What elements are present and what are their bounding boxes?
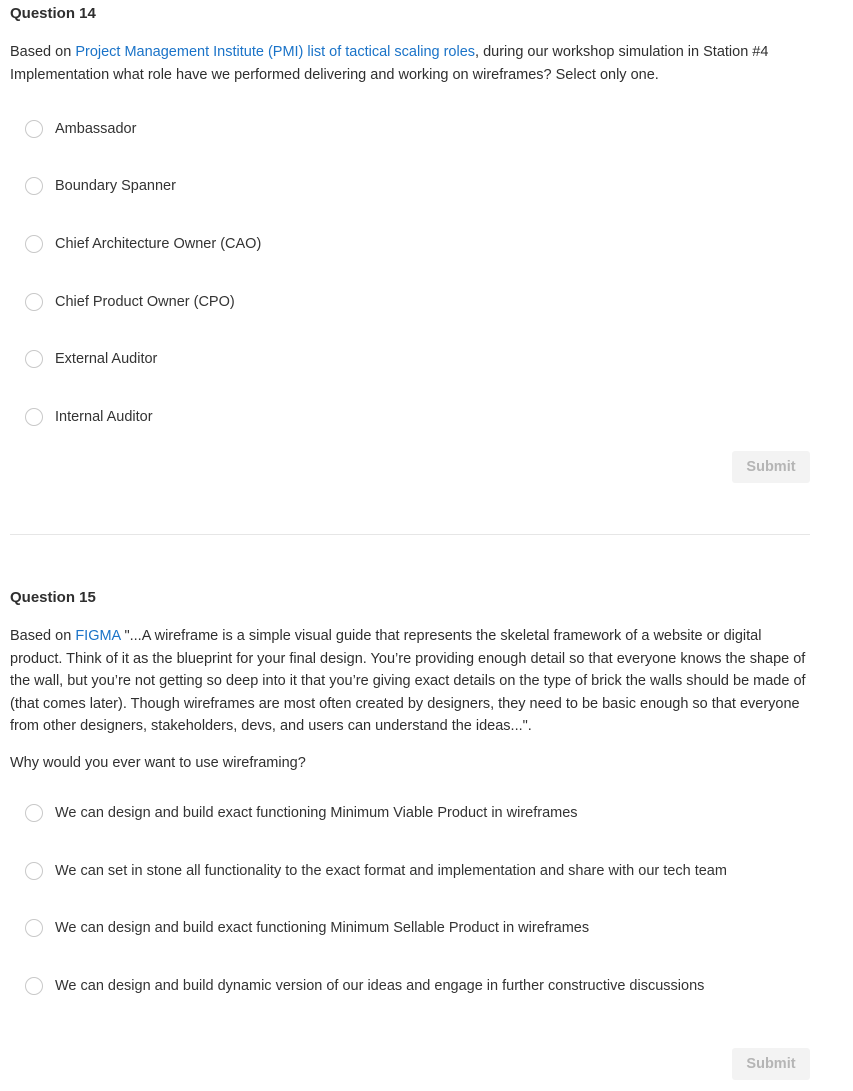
option-external-auditor[interactable] (10, 330, 810, 388)
question-divider (10, 534, 810, 535)
radio-button[interactable] (25, 177, 43, 195)
question-text (10, 41, 810, 86)
question-text-prefix: Based on (10, 628, 76, 644)
option-label: Chief Architecture Owner (CAO) (55, 235, 262, 252)
option-set-in-stone[interactable] (10, 842, 810, 900)
option-label: We can design and build exact functioning Minimum Viable Product in wireframes (55, 805, 578, 822)
submit-button[interactable]: Submit (732, 1048, 810, 1080)
answer-options (10, 785, 810, 1015)
radio-button[interactable] (25, 862, 43, 880)
option-label: External Auditor (55, 351, 158, 368)
radio-button[interactable] (25, 120, 43, 138)
option-label: We can design and build dynamic version of our ideas and engage in further constructive discussions (55, 978, 705, 995)
option-chief-product-owner[interactable] (10, 273, 810, 331)
option-mvp-wireframes[interactable] (10, 785, 810, 843)
question-14 (10, 0, 810, 475)
option-dynamic-version[interactable] (10, 957, 810, 1015)
radio-button[interactable] (25, 408, 43, 426)
radio-button[interactable] (25, 235, 43, 253)
option-chief-architecture-owner[interactable] (10, 215, 810, 273)
submit-button[interactable]: Submit (732, 451, 810, 483)
question-subprompt: Why would you ever want to use wireframing? (10, 754, 306, 771)
question-title: Question 14 (10, 5, 96, 22)
option-label: We can set in stone all functionality to the exact format and implementation and share with our tech team (55, 862, 727, 879)
option-msp-wireframes[interactable] (10, 900, 810, 958)
question-15 (10, 584, 810, 1072)
radio-button[interactable] (25, 977, 43, 995)
radio-button[interactable] (25, 919, 43, 937)
option-boundary-spanner[interactable] (10, 158, 810, 216)
option-internal-auditor[interactable] (10, 388, 810, 446)
option-ambassador[interactable] (10, 100, 810, 158)
answer-options (10, 100, 810, 446)
question-text-prefix: Based on (10, 44, 76, 60)
question-text (10, 625, 810, 738)
option-label: Ambassador (55, 120, 137, 137)
question-title: Question 15 (10, 589, 96, 606)
radio-button[interactable] (25, 804, 43, 822)
question-text-body: "...A wireframe is a simple visual guide that represents the skeletal framework of a website or digital product. Think of it as the blueprint for your final design. You’re providing enough detail so that everyone knows the shape of the wall, but you’re not getting so deep into it that you’re giving exact details on the type of brick the walls should be made of (that comes later). Though wireframes are most often created by designers, they need to be basic enough so that everyone from other designers, stakeholders, devs, and users can understand the ideas...". (10, 628, 806, 734)
question-text-body: , during our workshop simulation in Station #4 Implementation what role have we performed delivering and working on wireframes? Select only one. (10, 44, 769, 83)
radio-button[interactable] (25, 350, 43, 368)
option-label: Boundary Spanner (55, 178, 176, 195)
radio-button[interactable] (25, 293, 43, 311)
option-label: Internal Auditor (55, 408, 153, 425)
pmi-roles-link[interactable]: Project Management Institute (PMI) list of tactical scaling roles (75, 44, 476, 60)
option-label: Chief Product Owner (CPO) (55, 293, 235, 310)
option-label: We can design and build exact functioning Minimum Sellable Product in wireframes (55, 920, 590, 937)
figma-link[interactable]: FIGMA (75, 628, 121, 644)
